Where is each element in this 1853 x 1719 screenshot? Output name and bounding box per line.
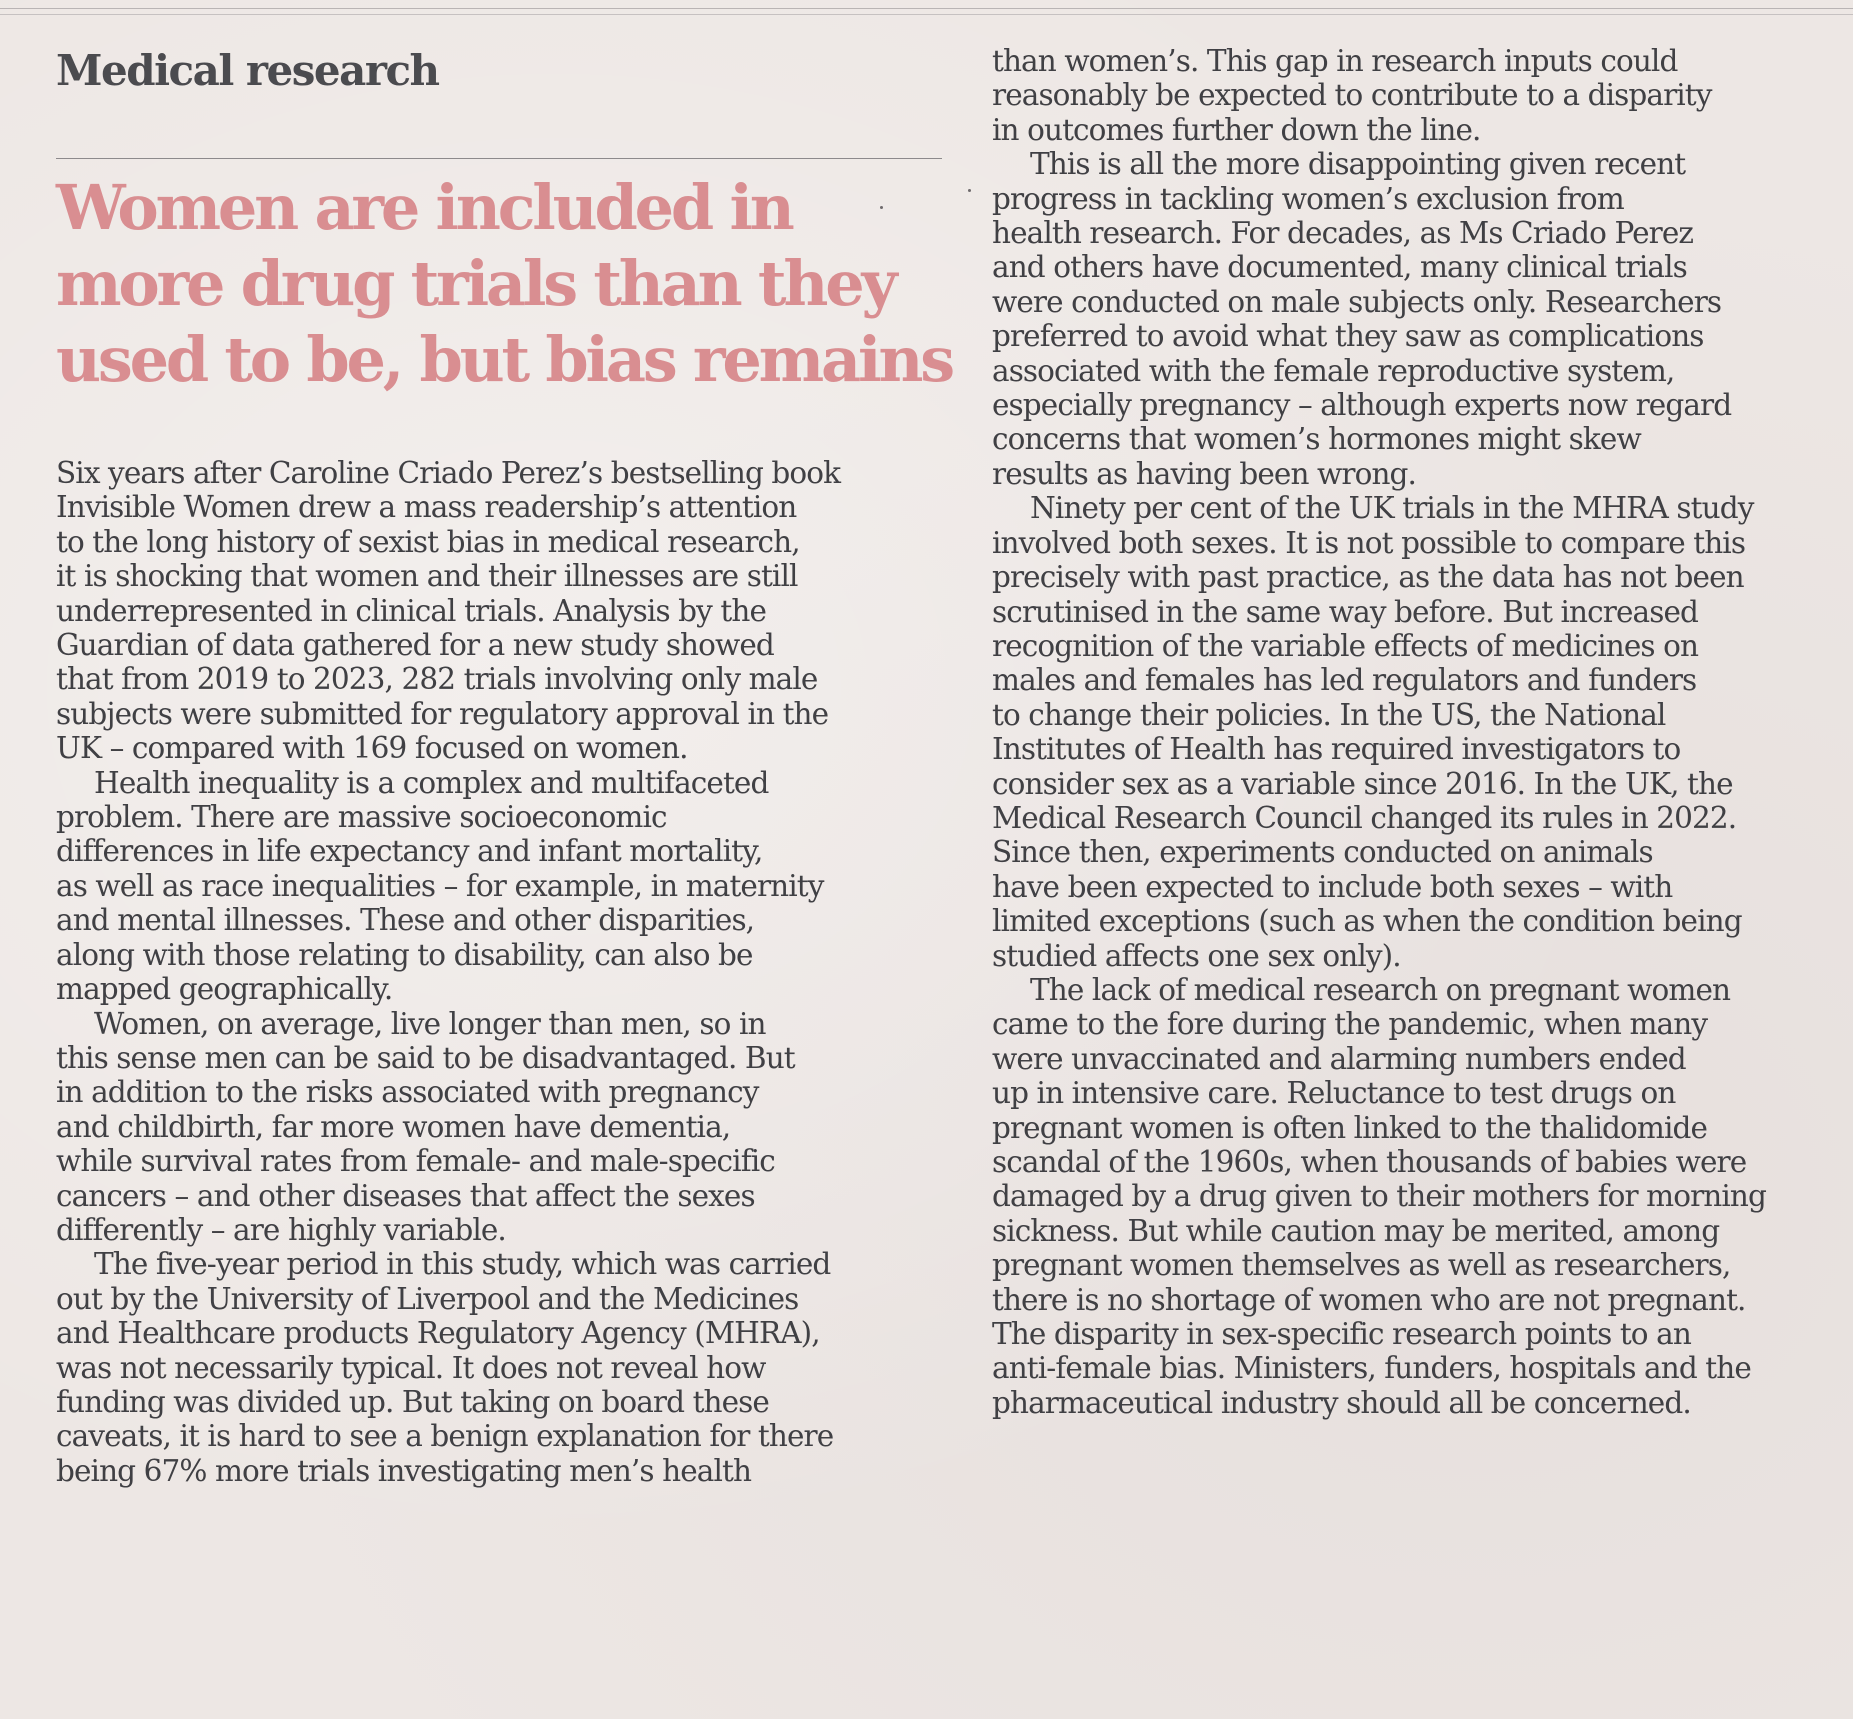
body-line: Women, on average, live longer than men, so in — [94, 1006, 766, 1041]
body-line: males and females has led regulators and funders — [992, 663, 1697, 698]
body-line: and mental illnesses. These and other disparities, — [56, 903, 755, 938]
body-line: and others have documented, many clinical trials — [992, 250, 1687, 285]
body-line: have been expected to include both sexes – with — [992, 869, 1673, 904]
body-line: damaged by a drug given to their mothers for morning — [992, 1179, 1766, 1214]
body-line: this sense men can be said to be disadvantaged. But — [56, 1040, 795, 1075]
body-line: and Healthcare products Regulatory Agency (MHRA), — [56, 1316, 820, 1351]
body-line: differently – are highly variable. — [56, 1212, 506, 1247]
body-line: in addition to the risks associated with pregnancy — [56, 1075, 759, 1110]
body-line: reasonably be expected to contribute to a disparity — [992, 78, 1712, 113]
body-line: in outcomes further down the line. — [992, 112, 1481, 147]
body-line: involved both sexes. It is not possible to compare this — [992, 525, 1746, 560]
body-line: Six years after Caroline Criado Perez’s bestselling book — [56, 456, 841, 490]
body-line: than women’s. This gap in research inputs could — [992, 44, 1678, 78]
body-line: scrutinised in the same way before. But increased — [992, 594, 1698, 629]
body-line: were unvaccinated and alarming numbers ended — [992, 1041, 1686, 1076]
section-label: Medical research — [56, 46, 439, 95]
body-line: health research. For decades, as Ms Criado Perez — [992, 216, 1694, 251]
body-line: as well as race inequalities – for example, in maternity — [56, 868, 824, 903]
body-line: cancers – and other diseases that affect the sexes — [56, 1178, 755, 1213]
body-line: precisely with past practice, as the data has not been — [992, 560, 1744, 595]
body-line: problem. There are massive socioeconomic — [56, 800, 667, 835]
body-line: pharmaceutical industry should all be concerned. — [992, 1385, 1691, 1420]
top-rule — [0, 8, 1853, 15]
body-line: came to the fore during the pandemic, when many — [992, 1007, 1708, 1042]
print-speck — [880, 206, 883, 209]
body-line: being 67% more trials investigating men’s health — [56, 1453, 752, 1488]
body-line: caveats, it is hard to see a benign explanation for there — [56, 1419, 834, 1454]
body-line: The disparity in sex-specific research points to an — [992, 1317, 1691, 1352]
body-line: Health inequality is a complex and multifaceted — [94, 765, 769, 800]
body-line: there is no shortage of women who are not pregnant. — [992, 1282, 1746, 1317]
body-line: subjects were submitted for regulatory approval in the — [56, 696, 829, 731]
body-line: UK – compared with 169 focused on women. — [56, 731, 688, 766]
body-line: sickness. But while caution may be merited, among — [992, 1213, 1720, 1248]
body-line: it is shocking that women and their illnesses are still — [56, 559, 798, 594]
body-line: anti-female bias. Ministers, funders, hospitals and the — [992, 1351, 1751, 1386]
body-line: to change their policies. In the US, the National — [992, 697, 1666, 732]
body-line: The lack of medical research on pregnant women — [1030, 972, 1731, 1007]
body-line: was not necessarily typical. It does not reveal how — [56, 1350, 766, 1385]
body-line: Ninety per cent of the UK trials in the MHRA study — [1030, 491, 1754, 526]
body-line: studied affects one sex only). — [992, 938, 1401, 973]
headline — [56, 170, 956, 398]
body-line: and childbirth, far more women have dementia, — [56, 1109, 731, 1144]
body-line: Invisible Women drew a mass readership’s attention — [56, 490, 797, 525]
body-line: recognition of the variable effects of medicines on — [992, 628, 1699, 663]
headline-line: Women are included in — [56, 171, 792, 244]
body-line: results as having been wrong. — [992, 456, 1417, 491]
body-line: to the long history of sexist bias in medical research, — [56, 524, 800, 559]
body-line: Institutes of Health has required investigators to — [992, 732, 1681, 767]
body-line: pregnant women is often linked to the thalidomide — [992, 1110, 1708, 1145]
left-column-body — [56, 456, 944, 1488]
body-line: out by the University of Liverpool and the Medicines — [56, 1281, 799, 1316]
body-line: associated with the female reproductive system, — [992, 353, 1675, 388]
body-line: along with those relating to disability, can also be — [56, 937, 753, 972]
body-line: were conducted on male subjects only. Researchers — [992, 284, 1722, 319]
body-line: consider sex as a variable since 2016. In the UK, the — [992, 766, 1733, 801]
right-column-body — [992, 44, 1832, 1420]
headline-line: used to be, but bias remains — [56, 323, 952, 396]
body-line: funding was divided up. But taking on board these — [56, 1384, 769, 1419]
print-speck — [968, 189, 971, 192]
body-line: while survival rates from female- and male-specific — [56, 1144, 775, 1179]
body-line: limited exceptions (such as when the condition being — [992, 904, 1742, 939]
body-line: that from 2019 to 2023, 282 trials involving only male — [56, 662, 818, 697]
body-line: differences in life expectancy and infant mortality, — [56, 834, 763, 869]
body-line: underrepresented in clinical trials. Analysis by the — [56, 593, 767, 628]
section-divider — [56, 158, 942, 159]
body-line: progress in tackling women’s exclusion from — [992, 181, 1624, 216]
headline-line: more drug trials than they — [56, 247, 895, 320]
body-line: pregnant women themselves as well as researchers, — [992, 1248, 1731, 1283]
body-line: mapped geographically. — [56, 972, 393, 1007]
body-line: up in intensive care. Reluctance to test drugs on — [992, 1076, 1676, 1111]
body-line: scandal of the 1960s, when thousands of babies were — [992, 1145, 1747, 1179]
body-line: Medical Research Council changed its rules in 2022. — [992, 800, 1737, 835]
body-line: especially pregnancy – although experts now regard — [992, 388, 1732, 423]
body-line: concerns that women’s hormones might skew — [992, 422, 1641, 457]
body-line: The five-year period in this study, which was carried — [94, 1247, 831, 1282]
body-line: This is all the more disappointing given recent — [1030, 147, 1686, 182]
body-line: preferred to avoid what they saw as complications — [992, 319, 1704, 354]
body-line: Guardian of data gathered for a new study showed — [56, 628, 774, 663]
body-line: Since then, experiments conducted on animals — [992, 835, 1653, 870]
